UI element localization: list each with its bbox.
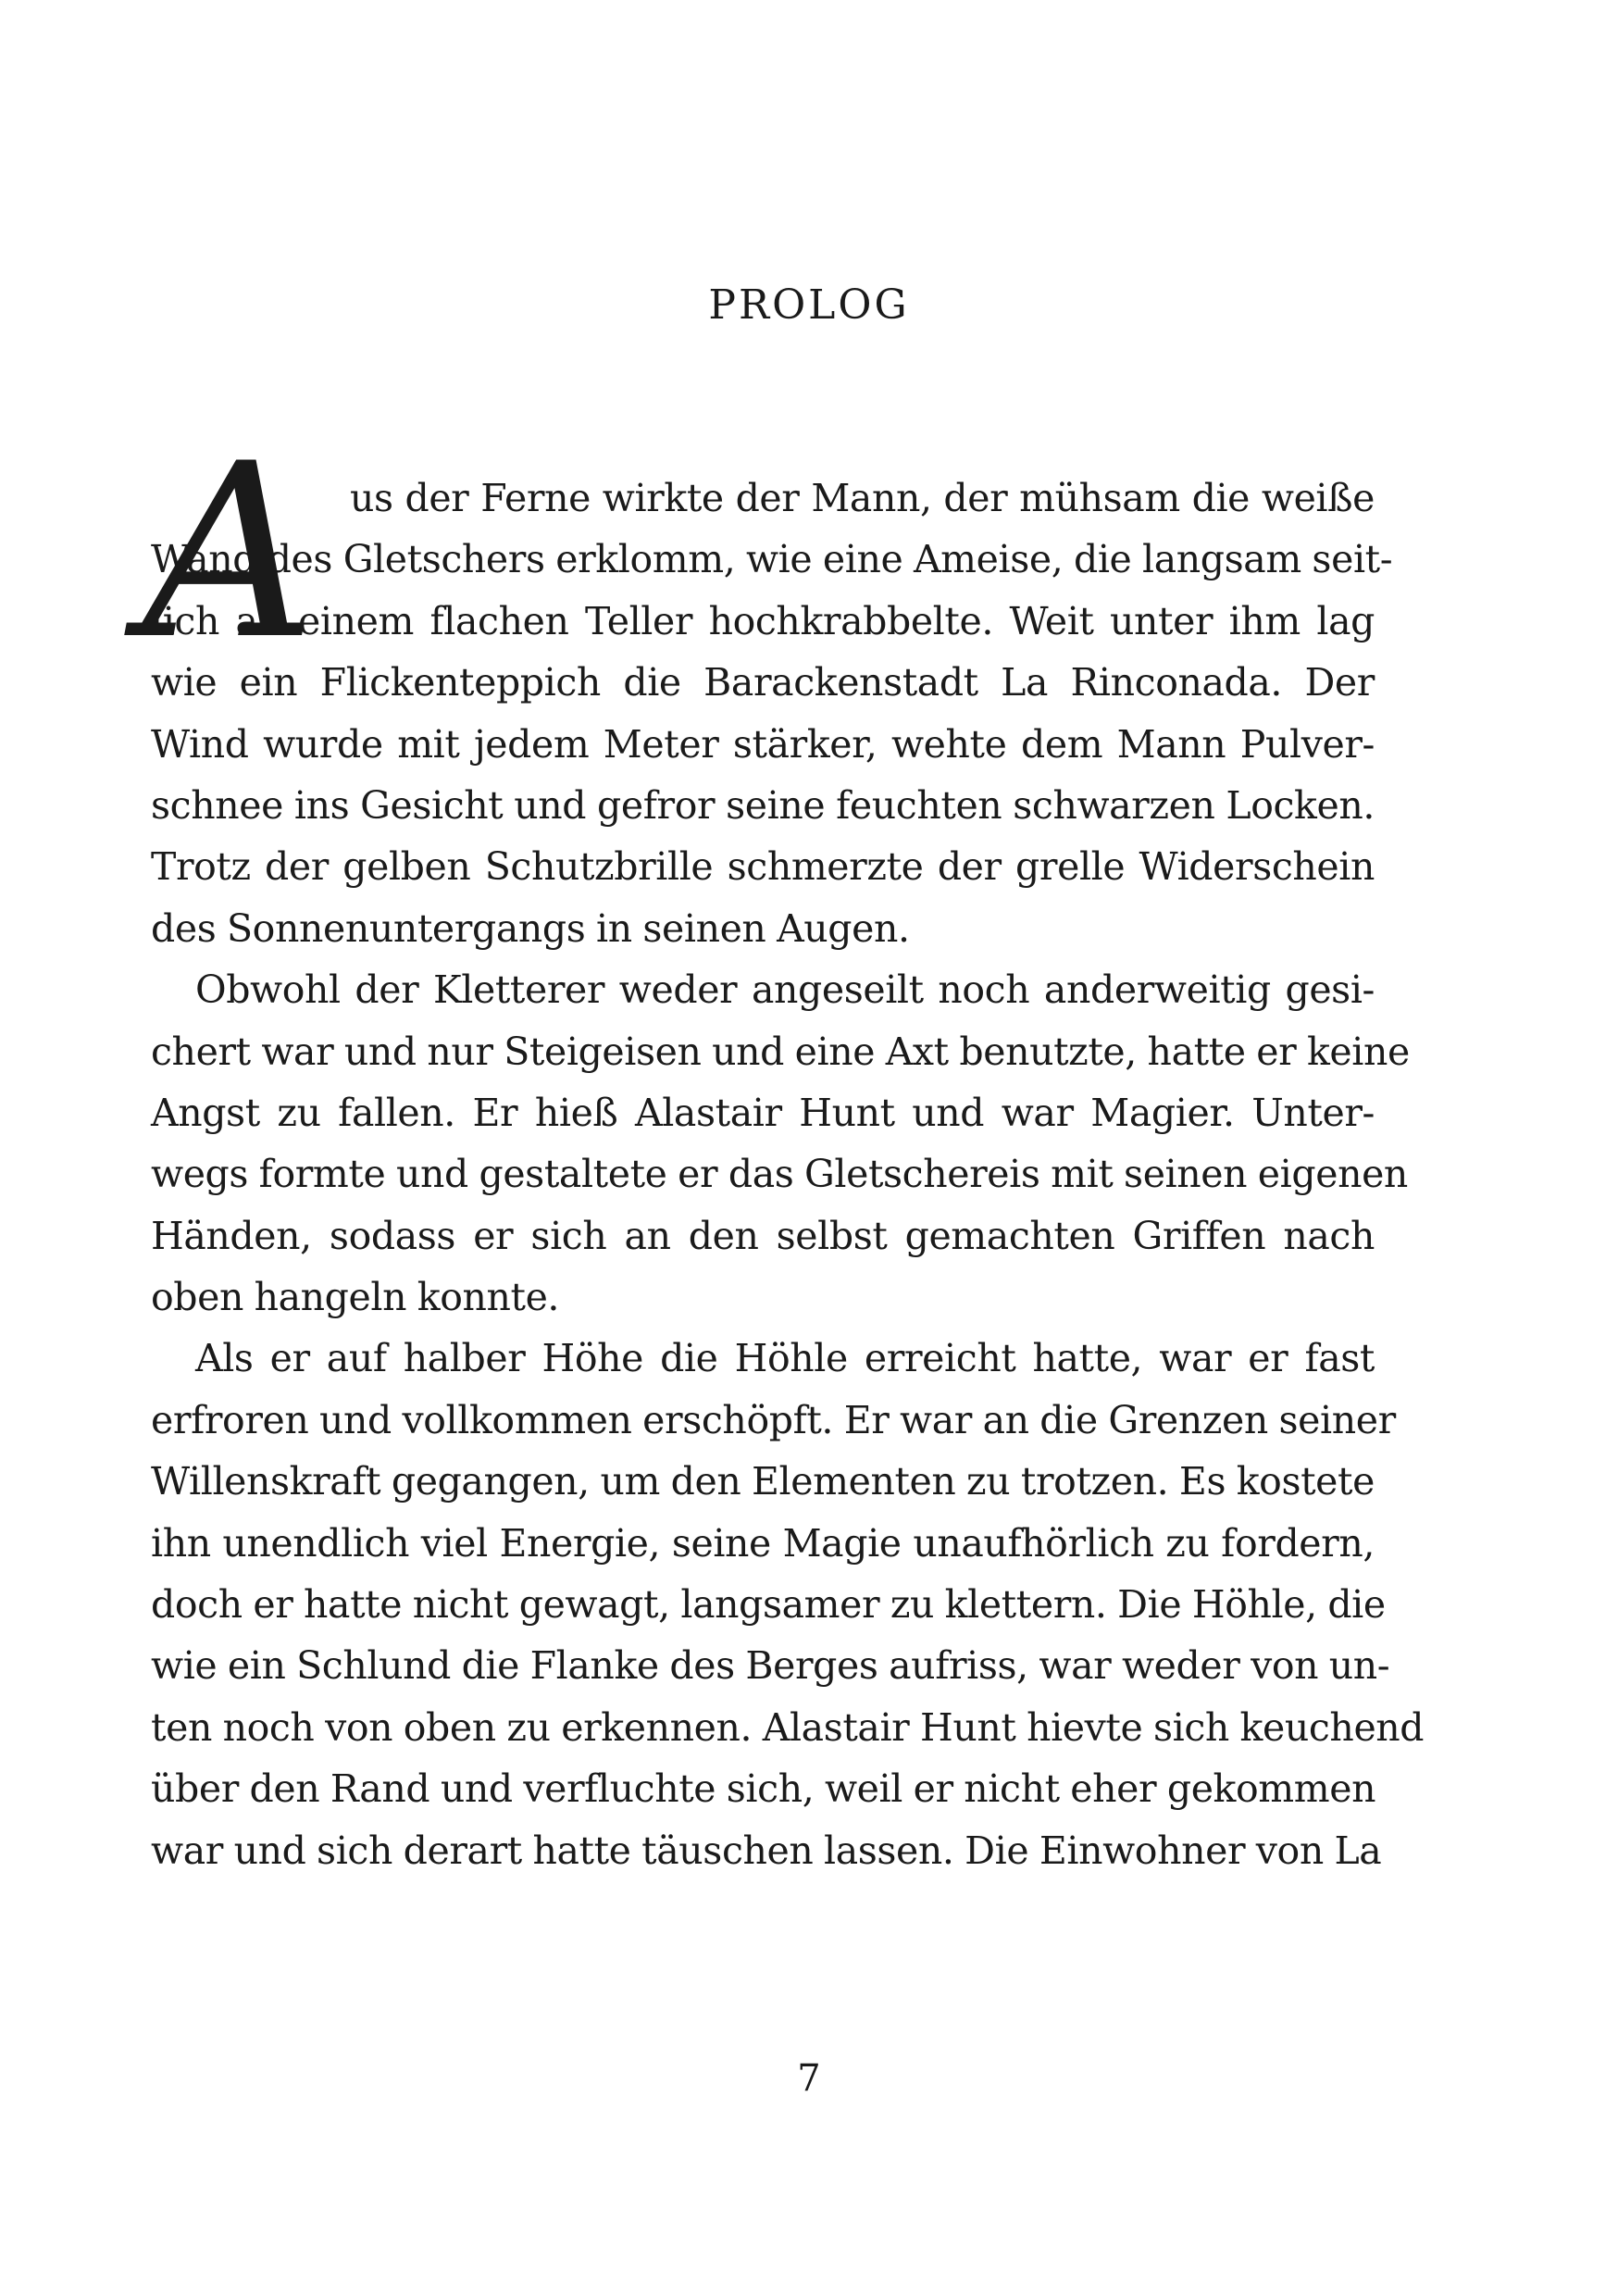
text-line: chert war und nur Steigeisen und eine Axt benutzte, hatte er keine — [151, 1029, 1410, 1074]
text-line: oben hangeln konnte. — [151, 1275, 560, 1320]
text-line: wie ein Flickenteppich die Barackenstadt La Rinconada. Der — [151, 660, 1375, 705]
text-line: wegs formte und gestaltete er das Gletschereis mit seinen eigenen — [151, 1152, 1408, 1197]
text-line: des Sonnenuntergangs in seinen Augen. — [151, 905, 910, 951]
text-line: wie ein Schlund die Flanke des Berges aufriss, war weder von un- — [151, 1643, 1390, 1689]
text-line: Trotz der gelben Schutzbrille schmerzte der grelle Widerschein — [151, 844, 1375, 890]
text-line: schnee ins Gesicht und gefror seine feuchten schwarzen Locken. — [151, 782, 1375, 828]
text-line: Willenskraft gegangen, um den Elementen zu trotzen. Es kostete — [151, 1459, 1375, 1504]
text-line: doch er hatte nicht gewagt, langsamer zu klettern. Die Höhle, die — [151, 1582, 1386, 1628]
text-line: über den Rand und verfluchte sich, weil er nicht eher gekommen — [151, 1766, 1376, 1812]
body-text — [143, 413, 1425, 1881]
text-line: ten noch von oben zu erkennen. Alastair Hunt hievte sich keuchend — [151, 1704, 1425, 1750]
text-line: lich an einem flachen Teller hochkrabbelte. Weit unter ihm lag — [151, 598, 1375, 643]
drop-cap-letter: A — [143, 413, 317, 693]
text-line: Als er auf halber Höhe die Höhle erreicht hatte, war er fast — [195, 1336, 1375, 1381]
text-line: Obwohl der Kletterer weder angeseilt noch anderweitig gesi- — [195, 967, 1375, 1013]
page-number: 7 — [797, 2057, 821, 2100]
text-line: Händen, sodass er sich an den selbst gemachten Griffen nach — [151, 1213, 1375, 1258]
text-line: ihn unendlich viel Energie, seine Magie unaufhörlich zu fordern, — [151, 1520, 1375, 1566]
text-line: Angst zu fallen. Er hieß Alastair Hunt und war Magier. Unter- — [151, 1090, 1375, 1135]
text-line: war und sich derart hatte täuschen lassen. Die Einwohner von La — [151, 1828, 1382, 1873]
text-line: Wand des Gletschers erklomm, wie eine Ameise, die langsam seit- — [151, 537, 1393, 582]
chapter-heading: PROLOG — [708, 281, 910, 329]
text-line: Wind wurde mit jedem Meter stärker, wehte dem Mann Pulver- — [151, 721, 1375, 767]
text-line: erfroren und vollkommen erschöpft. Er war an die Grenzen seiner — [151, 1397, 1396, 1442]
text-line: us der Ferne wirkte der Mann, der mühsam die weiße — [350, 476, 1375, 520]
